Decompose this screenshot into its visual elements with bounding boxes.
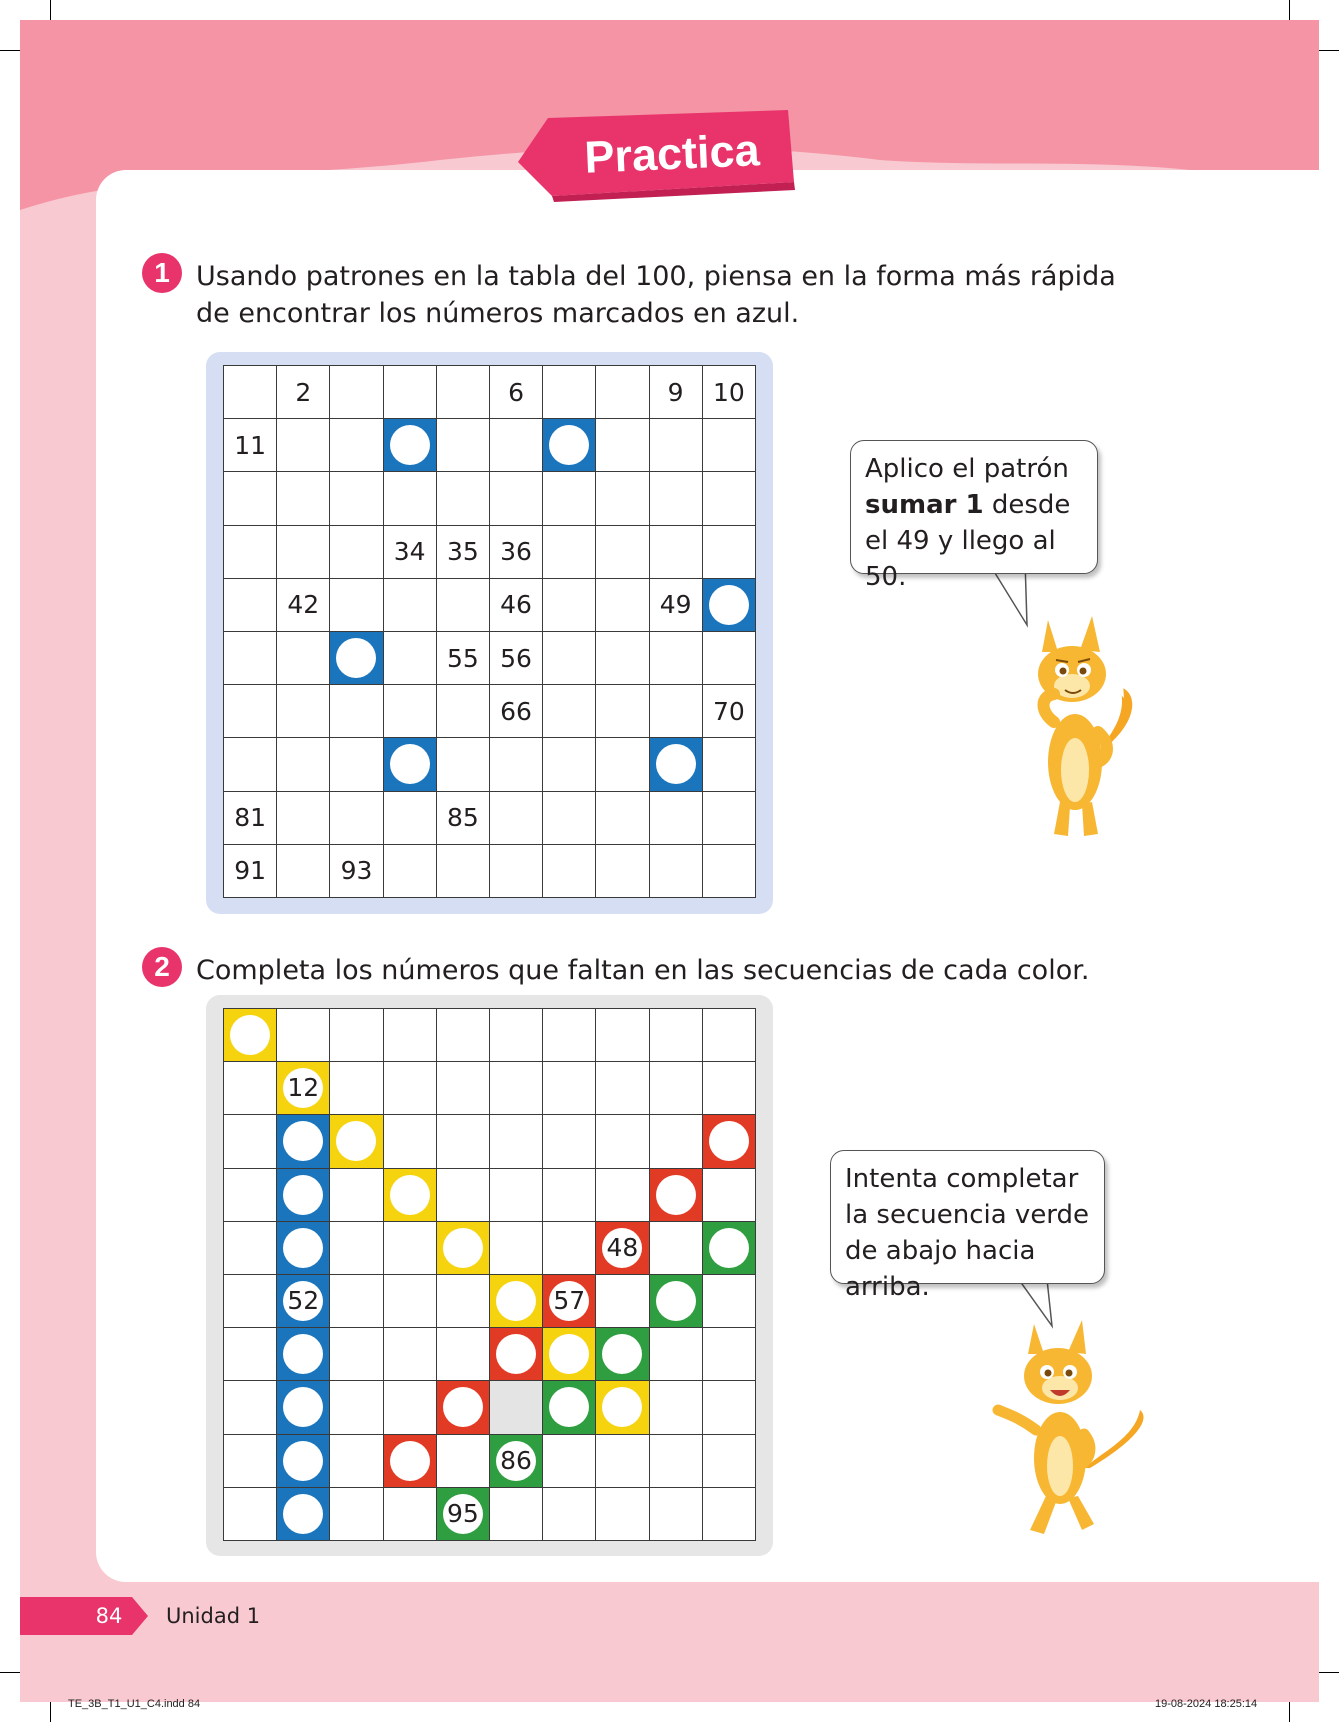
grid-cell xyxy=(489,1221,542,1274)
grid-cell xyxy=(277,1009,330,1062)
blank-circle[interactable] xyxy=(283,1175,323,1215)
grid-cell: 42 xyxy=(277,578,330,631)
table-row xyxy=(224,366,756,419)
grid-cell xyxy=(596,791,649,844)
grid-cell xyxy=(702,419,755,472)
blank-circle[interactable] xyxy=(336,638,376,678)
grid-cell: 10 xyxy=(702,366,755,419)
grid-cell xyxy=(649,631,702,684)
table-row xyxy=(224,791,756,844)
grid-cell: 49 xyxy=(649,578,702,631)
number-circle: 12 xyxy=(283,1068,323,1108)
blank-circle[interactable] xyxy=(549,425,589,465)
green-sequence-cell[interactable] xyxy=(702,1221,755,1274)
grid-cell xyxy=(330,1062,383,1115)
grid-cell xyxy=(383,1381,436,1434)
table-row xyxy=(224,472,756,525)
grid-cell: 93 xyxy=(330,844,383,897)
grid-cell xyxy=(596,631,649,684)
grid-cell xyxy=(702,1168,755,1221)
blank-circle[interactable] xyxy=(390,1175,430,1215)
blue-marker-cell[interactable] xyxy=(702,578,755,631)
grid-cell xyxy=(649,1062,702,1115)
grid-cell xyxy=(383,472,436,525)
grid-cell: 2 xyxy=(277,366,330,419)
yellow-sequence-cell[interactable] xyxy=(330,1115,383,1168)
table-row xyxy=(224,738,756,791)
blue-sequence-cell[interactable] xyxy=(277,1381,330,1434)
table-row xyxy=(224,1381,756,1434)
fox-mascot-thinking xyxy=(1020,612,1140,842)
grid-cell: 34 xyxy=(383,525,436,578)
page-number-tab xyxy=(20,1597,148,1635)
grid-cell xyxy=(330,366,383,419)
speech-text: Aplico el patrón xyxy=(865,454,1069,484)
red-sequence-cell[interactable] xyxy=(489,1328,542,1381)
blank-circle[interactable] xyxy=(283,1494,323,1534)
grid-cell xyxy=(436,1274,489,1327)
table-row xyxy=(224,1434,756,1487)
blank-circle[interactable] xyxy=(443,1228,483,1268)
grid-cell xyxy=(383,1328,436,1381)
grid-cell xyxy=(224,1328,277,1381)
grid-cell xyxy=(277,738,330,791)
table-row xyxy=(224,1115,756,1168)
grid-cell: 66 xyxy=(489,685,542,738)
grid-cell xyxy=(596,844,649,897)
grid-cell: 46 xyxy=(489,578,542,631)
grid-cell xyxy=(543,1168,596,1221)
grid-cell xyxy=(383,685,436,738)
grid-cell xyxy=(436,1328,489,1381)
blank-circle[interactable] xyxy=(283,1441,323,1481)
grid-cell xyxy=(702,1381,755,1434)
grid-cell xyxy=(436,578,489,631)
grid-cell xyxy=(543,738,596,791)
red-sequence-cell[interactable] xyxy=(649,1168,702,1221)
exercise-2-number: 2 xyxy=(142,947,182,987)
blank-circle[interactable] xyxy=(283,1387,323,1427)
speech-emphasis: sumar 1 xyxy=(865,490,984,520)
grid-cell xyxy=(649,844,702,897)
grid-cell: 81 xyxy=(224,791,277,844)
speech-bubble-hint xyxy=(850,440,1098,592)
blue-sequence-cell[interactable] xyxy=(277,1115,330,1168)
grid-cell xyxy=(702,1009,755,1062)
grid-cell xyxy=(702,631,755,684)
table-row xyxy=(224,631,756,684)
grid-cell xyxy=(277,472,330,525)
print-slug-timestamp: 19-08-2024 18:25:14 xyxy=(1155,1698,1258,1710)
grid-cell xyxy=(277,419,330,472)
grid-cell xyxy=(543,525,596,578)
page-number: 84 xyxy=(95,1604,123,1628)
grid-cell xyxy=(436,844,489,897)
blank-circle[interactable] xyxy=(549,1334,589,1374)
blank-circle[interactable] xyxy=(230,1015,270,1055)
grid-cell xyxy=(436,419,489,472)
exercise-1-number: 1 xyxy=(142,253,182,293)
grid-cell xyxy=(277,631,330,684)
exercise-1-instruction: Usando patrones en la tabla del 100, piensa en la forma más rápida de encontrar los números marcados en azul. xyxy=(196,261,1116,329)
table-row xyxy=(224,844,756,897)
red-sequence-cell[interactable] xyxy=(383,1434,436,1487)
grid-cell xyxy=(649,1009,702,1062)
blue-marker-cell[interactable] xyxy=(383,738,436,791)
grid-cell xyxy=(436,685,489,738)
yellow-sequence-cell[interactable] xyxy=(224,1009,277,1062)
blank-circle[interactable] xyxy=(390,744,430,784)
exercise-2-instruction: Completa los números que faltan en las secuencias de cada color. xyxy=(196,955,1090,986)
green-sequence-cell xyxy=(436,1487,489,1540)
grid-cell xyxy=(649,1115,702,1168)
table-row xyxy=(224,419,756,472)
grid-cell xyxy=(330,791,383,844)
grid-cell xyxy=(277,844,330,897)
red-sequence-cell xyxy=(543,1274,596,1327)
grid-cell xyxy=(330,1221,383,1274)
grid-cell xyxy=(489,1168,542,1221)
yellow-sequence-cell[interactable] xyxy=(436,1221,489,1274)
grid-cell xyxy=(277,525,330,578)
grid-cell xyxy=(596,1487,649,1540)
blank-circle[interactable] xyxy=(709,1228,749,1268)
speech-text: desde el 49 y llego al 50. xyxy=(865,490,1071,592)
grid-cell: 9 xyxy=(649,366,702,419)
grid-cell xyxy=(489,844,542,897)
grid-cell xyxy=(702,1328,755,1381)
grid-cell xyxy=(596,366,649,419)
grid-cell xyxy=(543,1115,596,1168)
unit-label: Unidad 1 xyxy=(166,1604,261,1628)
blank-circle[interactable] xyxy=(709,1121,749,1161)
table-row xyxy=(224,525,756,578)
shaded-cell xyxy=(489,1381,542,1434)
grid-cell xyxy=(543,844,596,897)
grid-cell xyxy=(649,1381,702,1434)
grid-cell xyxy=(596,1434,649,1487)
grid-cell xyxy=(383,844,436,897)
grid-cell xyxy=(596,1009,649,1062)
table-row xyxy=(224,1168,756,1221)
blue-sequence-cell[interactable] xyxy=(277,1434,330,1487)
grid-cell xyxy=(330,1274,383,1327)
blank-circle[interactable] xyxy=(602,1334,642,1374)
green-sequence-cell[interactable] xyxy=(543,1381,596,1434)
grid-cell xyxy=(596,419,649,472)
table-row xyxy=(224,1221,756,1274)
grid-cell: 35 xyxy=(436,525,489,578)
grid-cell xyxy=(596,1115,649,1168)
grid-cell xyxy=(436,1062,489,1115)
blue-sequence-cell[interactable] xyxy=(277,1168,330,1221)
grid-cell xyxy=(596,472,649,525)
grid-cell xyxy=(224,1274,277,1327)
grid-cell xyxy=(330,1168,383,1221)
grid-cell xyxy=(702,1434,755,1487)
blue-marker-cell[interactable] xyxy=(383,419,436,472)
table-row xyxy=(224,1487,756,1540)
grid-cell: 56 xyxy=(489,631,542,684)
grid-cell xyxy=(543,578,596,631)
grid-cell xyxy=(330,419,383,472)
blank-circle[interactable] xyxy=(602,1387,642,1427)
grid-cell xyxy=(330,525,383,578)
grid-cell xyxy=(489,472,542,525)
blank-circle[interactable] xyxy=(656,1281,696,1321)
grid-cell xyxy=(330,1328,383,1381)
grid-cell xyxy=(330,738,383,791)
grid-cell: 85 xyxy=(436,791,489,844)
table-row xyxy=(224,1274,756,1327)
grid-cell xyxy=(330,1009,383,1062)
grid-cell xyxy=(543,791,596,844)
grid-cell xyxy=(436,472,489,525)
grid-cell xyxy=(649,525,702,578)
grid-cell xyxy=(649,419,702,472)
grid-cell xyxy=(224,1062,277,1115)
table-row xyxy=(224,1009,756,1062)
grid-cell xyxy=(224,1434,277,1487)
crop-mark xyxy=(50,0,51,20)
grid-cell xyxy=(596,685,649,738)
green-sequence-cell[interactable] xyxy=(649,1274,702,1327)
grid-cell xyxy=(702,1487,755,1540)
grid-cell xyxy=(543,1487,596,1540)
blank-circle[interactable] xyxy=(283,1334,323,1374)
grid-cell xyxy=(543,1009,596,1062)
grid-cell xyxy=(543,1434,596,1487)
grid-cell xyxy=(596,1168,649,1221)
crop-mark xyxy=(1289,1702,1290,1722)
blue-sequence-cell[interactable] xyxy=(277,1328,330,1381)
blank-circle[interactable] xyxy=(390,425,430,465)
grid-cell xyxy=(383,791,436,844)
grid-cell xyxy=(224,366,277,419)
grid-cell xyxy=(702,738,755,791)
grid-cell xyxy=(436,1434,489,1487)
grid-cell xyxy=(383,1062,436,1115)
print-slug-file: TE_3B_T1_U1_C4.indd 84 xyxy=(68,1698,201,1710)
grid-cell xyxy=(702,844,755,897)
grid-cell xyxy=(596,578,649,631)
grid-cell xyxy=(543,366,596,419)
grid-cell xyxy=(383,1115,436,1168)
grid-cell xyxy=(702,1274,755,1327)
blank-circle[interactable] xyxy=(390,1441,430,1481)
grid-cell xyxy=(702,1062,755,1115)
blank-circle[interactable] xyxy=(656,744,696,784)
grid-cell xyxy=(649,472,702,525)
yellow-sequence-cell[interactable] xyxy=(596,1381,649,1434)
yellow-sequence-cell[interactable] xyxy=(489,1274,542,1327)
blank-circle[interactable] xyxy=(496,1281,536,1321)
blank-circle[interactable] xyxy=(443,1387,483,1427)
grid-cell xyxy=(224,685,277,738)
blank-circle[interactable] xyxy=(496,1334,536,1374)
grid-cell xyxy=(436,366,489,419)
grid-cell xyxy=(224,631,277,684)
number-circle: 52 xyxy=(283,1281,323,1321)
grid-cell: 70 xyxy=(702,685,755,738)
sequence-chart xyxy=(223,1008,756,1541)
grid-cell xyxy=(489,1115,542,1168)
grid-cell xyxy=(383,1221,436,1274)
grid-cell xyxy=(436,1168,489,1221)
yellow-sequence-cell xyxy=(277,1062,330,1115)
page-title: Practica xyxy=(583,124,761,183)
crop-mark xyxy=(50,1702,51,1722)
crop-mark xyxy=(1319,50,1339,51)
crop-mark xyxy=(0,50,20,51)
grid-cell xyxy=(489,1062,542,1115)
red-sequence-cell[interactable] xyxy=(702,1115,755,1168)
grid-cell xyxy=(596,525,649,578)
grid-cell: 36 xyxy=(489,525,542,578)
grid-cell xyxy=(383,631,436,684)
grid-cell xyxy=(702,525,755,578)
grid-cell xyxy=(224,578,277,631)
blank-circle[interactable] xyxy=(283,1228,323,1268)
grid-cell xyxy=(224,738,277,791)
hundred-chart xyxy=(223,365,756,898)
grid-cell xyxy=(436,738,489,791)
grid-cell xyxy=(277,685,330,738)
grid-cell xyxy=(596,738,649,791)
grid-cell xyxy=(702,472,755,525)
grid-cell xyxy=(489,1487,542,1540)
grid-cell xyxy=(543,685,596,738)
grid-cell xyxy=(224,1168,277,1221)
grid-cell xyxy=(596,1062,649,1115)
blue-sequence-cell[interactable] xyxy=(277,1221,330,1274)
grid-cell xyxy=(489,1009,542,1062)
blue-sequence-cell xyxy=(277,1274,330,1327)
blank-circle[interactable] xyxy=(549,1387,589,1427)
grid-cell xyxy=(649,1221,702,1274)
grid-cell xyxy=(224,1115,277,1168)
grid-cell xyxy=(330,685,383,738)
grid-cell xyxy=(383,1009,436,1062)
grid-cell xyxy=(277,791,330,844)
number-circle: 95 xyxy=(443,1494,483,1534)
fox-mascot-waving xyxy=(990,1318,1150,1538)
blue-marker-cell[interactable] xyxy=(649,738,702,791)
blue-sequence-cell[interactable] xyxy=(277,1487,330,1540)
grid-cell xyxy=(383,366,436,419)
blue-marker-cell[interactable] xyxy=(330,631,383,684)
grid-cell xyxy=(383,1487,436,1540)
grid-cell xyxy=(543,472,596,525)
grid-cell xyxy=(489,419,542,472)
yellow-sequence-cell[interactable] xyxy=(383,1168,436,1221)
grid-cell: 55 xyxy=(436,631,489,684)
number-circle: 86 xyxy=(496,1441,536,1481)
grid-cell xyxy=(436,1009,489,1062)
grid-cell xyxy=(224,472,277,525)
grid-cell xyxy=(330,578,383,631)
grid-cell xyxy=(649,1328,702,1381)
table-row xyxy=(224,685,756,738)
grid-cell: 6 xyxy=(489,366,542,419)
grid-cell xyxy=(330,1487,383,1540)
grid-cell xyxy=(383,578,436,631)
grid-cell xyxy=(330,1381,383,1434)
table-row xyxy=(224,1328,756,1381)
blank-circle[interactable] xyxy=(283,1121,323,1161)
green-sequence-cell[interactable] xyxy=(596,1328,649,1381)
grid-cell xyxy=(436,1115,489,1168)
grid-cell xyxy=(383,1274,436,1327)
number-circle: 57 xyxy=(549,1281,589,1321)
red-sequence-cell[interactable] xyxy=(436,1381,489,1434)
grid-cell xyxy=(330,472,383,525)
blank-circle[interactable] xyxy=(336,1121,376,1161)
grid-cell xyxy=(543,631,596,684)
grid-cell: 11 xyxy=(224,419,277,472)
grid-cell xyxy=(224,1381,277,1434)
green-sequence-cell xyxy=(489,1434,542,1487)
table-row xyxy=(224,1062,756,1115)
crop-mark xyxy=(1289,0,1290,20)
number-circle: 48 xyxy=(602,1228,642,1268)
blue-marker-cell[interactable] xyxy=(543,419,596,472)
grid-cell xyxy=(224,1487,277,1540)
grid-cell xyxy=(649,1487,702,1540)
table-row xyxy=(224,578,756,631)
grid-cell xyxy=(702,791,755,844)
grid-cell xyxy=(649,685,702,738)
grid-cell xyxy=(649,791,702,844)
blank-circle[interactable] xyxy=(656,1175,696,1215)
grid-cell xyxy=(489,791,542,844)
grid-cell xyxy=(543,1062,596,1115)
grid-cell xyxy=(543,1221,596,1274)
red-sequence-cell xyxy=(596,1221,649,1274)
grid-cell xyxy=(224,1221,277,1274)
crop-mark xyxy=(0,1672,20,1673)
grid-cell xyxy=(489,738,542,791)
grid-cell xyxy=(596,1274,649,1327)
speech-bubble-hint: Intenta completar la secuencia verde de abajo hacia arriba. xyxy=(830,1150,1105,1284)
yellow-sequence-cell[interactable] xyxy=(543,1328,596,1381)
grid-cell xyxy=(330,1434,383,1487)
blank-circle[interactable] xyxy=(709,585,749,625)
grid-cell: 91 xyxy=(224,844,277,897)
grid-cell xyxy=(224,525,277,578)
grid-cell xyxy=(649,1434,702,1487)
crop-mark xyxy=(1319,1672,1339,1673)
